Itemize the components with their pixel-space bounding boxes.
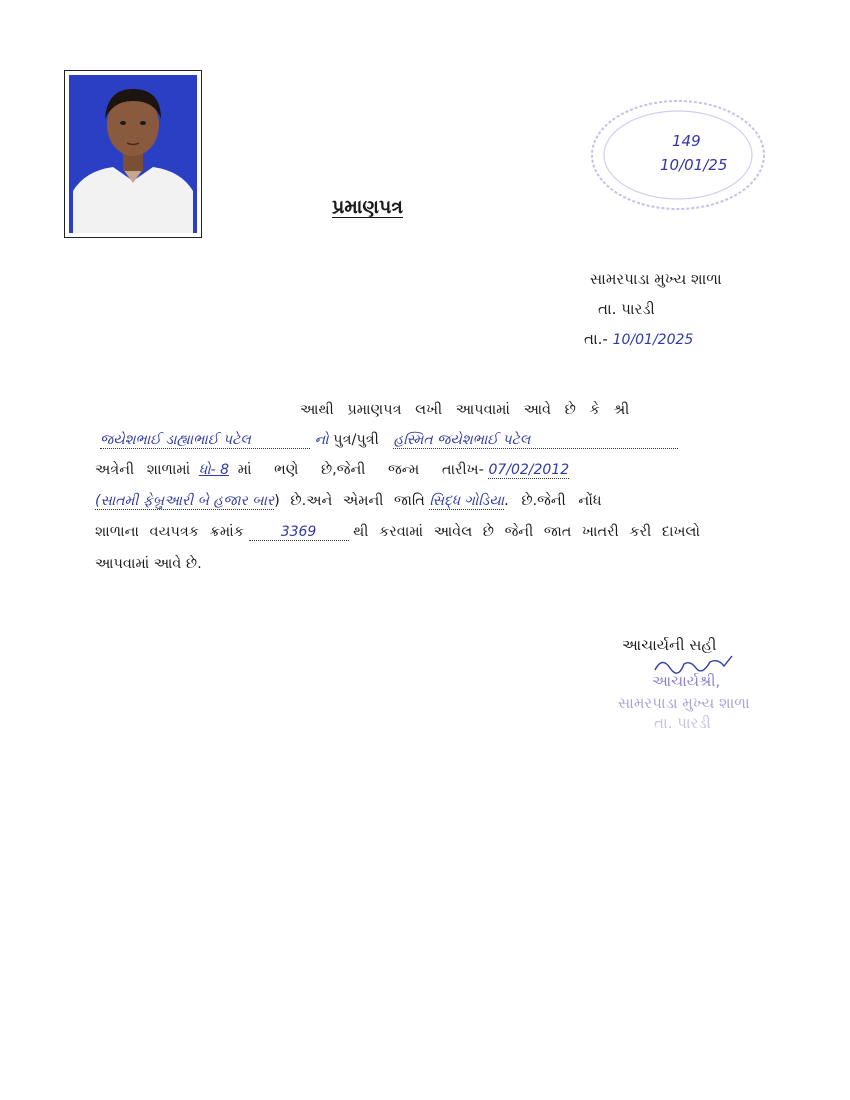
office-stamp [588, 96, 768, 214]
standard-field: ધો- 8 [198, 462, 230, 478]
line4-end: . છે.જેની નોંધ [504, 493, 602, 509]
body-intro-text: આથી પ્રમાણપત્ર લખી આપવામાં આવે છે કે શ્રી [300, 402, 630, 418]
no-suffix: નો [314, 432, 329, 448]
dob-in-words-field: (સાતમી ફેબ્રુઆરી બે હજાર બાર [95, 493, 275, 509]
body-line-3 [95, 462, 775, 478]
putra-putri-label: પુત્ર/પુત્રી [333, 432, 379, 448]
father-name-field: જયેશભાઈ ડાહ્યાભાઈ પટેલ [100, 432, 310, 449]
taluka-name: તા. પારડી [598, 300, 655, 318]
student-portrait-image [65, 71, 201, 237]
issue-date-prefix: તા.- [584, 330, 608, 348]
stamp-seal-icon [588, 96, 768, 214]
line3-middle: માં ભણે છે,જેની જન્મ તારીખ- [237, 462, 484, 478]
body-line-5 [95, 524, 775, 541]
register-number-field: 3369 [249, 524, 349, 541]
principal-stamp-title: આચાર્યશ્રી, [652, 672, 721, 690]
line6-text: આપવામાં આવે છે. [95, 556, 202, 572]
body-line-6 [95, 556, 775, 572]
line5-prefix: શાળાના વયપત્રક ક્રમાંક [95, 524, 244, 540]
body-line-2 [100, 432, 770, 449]
student-photo [64, 70, 202, 238]
line5-suffix: થી કરવામાં આવેલ છે જેની જાત ખાતરી કરી દાખલો [353, 524, 700, 540]
stamp-inward-number: 149 [672, 132, 701, 150]
principal-stamp-taluka: તા. પારડી [654, 714, 711, 732]
principal-stamp-school: સામરપાડા મુખ્ય શાળા [618, 694, 750, 712]
body-line-4 [95, 493, 775, 509]
date-of-birth-field: 07/02/2012 [488, 462, 570, 478]
line3-prefix: અત્રેની શાળામાં [95, 462, 191, 478]
stamp-date: 10/01/25 [660, 156, 728, 174]
issue-date-value: 10/01/2025 [612, 332, 694, 348]
issue-date [584, 330, 693, 348]
line4-middle: ) છે.અને એમની જાતિ [274, 493, 425, 509]
student-name-field: હસ્મિત જયેશભાઈ પટેલ [393, 432, 678, 449]
document-title: પ્રમાણપત્ર [332, 196, 403, 218]
body-line-1 [300, 402, 745, 418]
caste-field: સિદ્ધ ગોડિયા [429, 493, 505, 509]
principal-signature-label: આચાર્યની સહી [622, 636, 717, 654]
school-name: સામરપાડા મુખ્ય શાળા [590, 270, 722, 288]
